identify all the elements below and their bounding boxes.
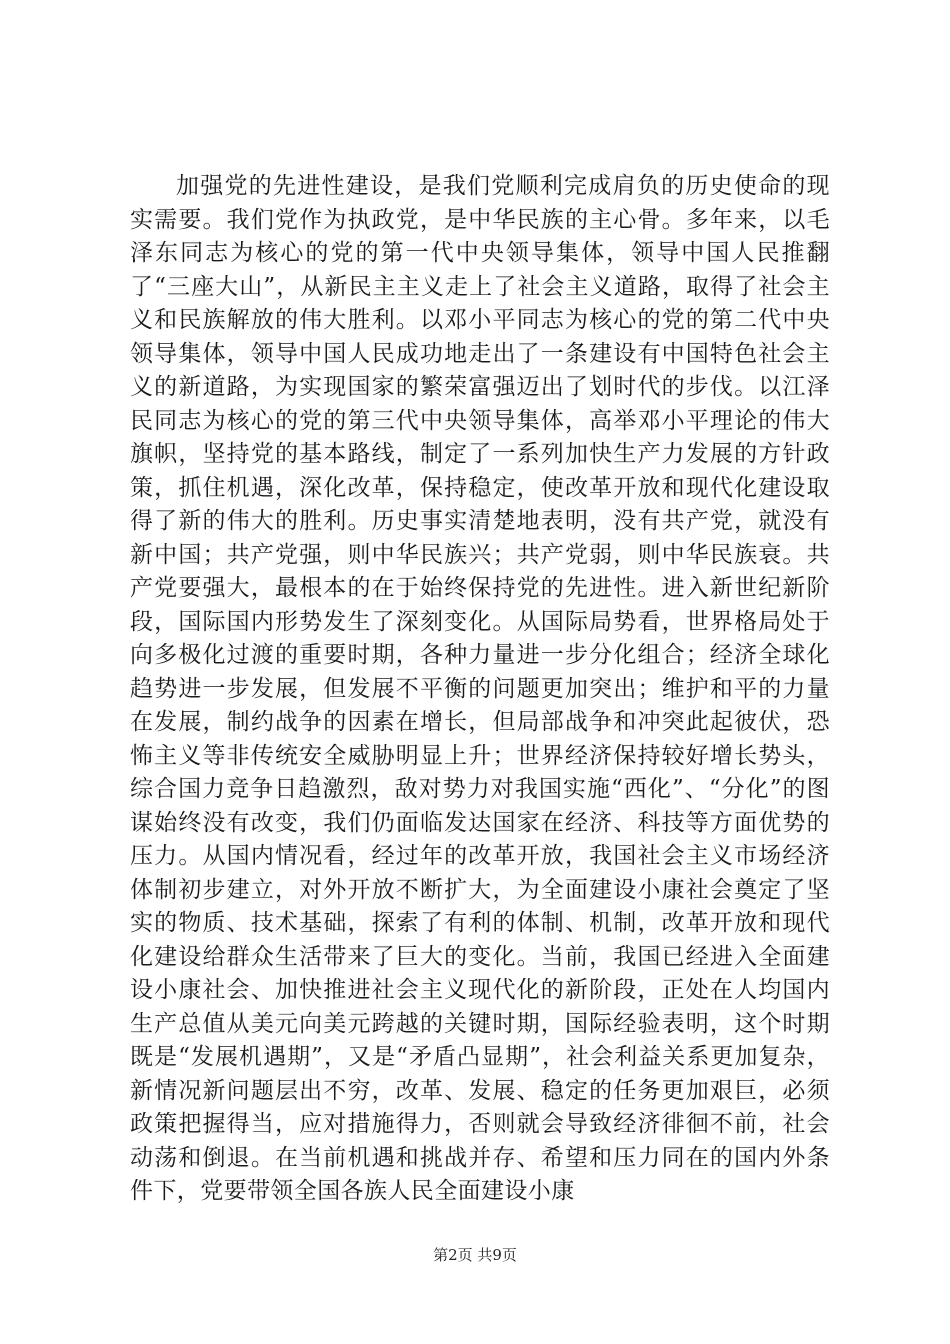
- body-paragraph: 加强党的先进性建设，是我们党顺利完成肩负的历史使命的现实需要。我们党作为执政党，是中华民族的主心骨。多年来，以毛泽东同志为核心的党的第一代中央领导集体，领导中国人民推翻了“三座大山”，从新民主主义走上了社会主义道路，取得了社会主义和民族解放的伟大胜利。以邓小平同志为核心的党的第二代中央领导集体，领导中国人民成功地走出了一条建设有中国特色社会主义的新道路，为实现国家的繁荣富强迈出了划时代的步伐。以江泽民同志为核心的党的第三代中央领导集体，高举邓小平理论的伟大旗帜，坚持党的基本路线，制定了一系列加快生产力发展的方针政策，抓住机遇，深化改革，保持稳定，使改革开放和现代化建设取得了新的伟大的胜利。历史事实清楚地表明，没有共产党，就没有新中国；共产党强，则中华民族兴；共产党弱，则中华民族衰。共产党要强大，最根本的在于始终保持党的先进性。进入新世纪新阶段，国际国内形势发生了深刻变化。从国际局势看，世界格局处于向多极化过渡的重要时期，各种力量进一步分化组合；经济全球化趋势进一步发展，但发展不平衡的问题更加突出；维护和平的力量在发展，制约战争的因素在增长，但局部战争和冲突此起彼伏，恐怖主义等非传统安全威胁明显上升；世界经济保持较好增长势头，综合国力竞争日趋激烈，敌对势力对我国实施“西化”、“分化”的图谋始终没有改变，我们仍面临发达国家在经济、科技等方面优势的压力。从国内情况看，经过年的改革开放，我国社会主义市场经济体制初步建立，对外开放不断扩大，为全面建设小康社会奠定了坚实的物质、技术基础，探索了有利的体制、机制，改革开放和现代化建设给群众生活带来了巨大的变化。当前，我国已经进入全面建设小康社会、加快推进社会主义现代化的新阶段，正处在人均国内生产总值从美元向美元跨越的关键时期，国际经验表明，这个时期既是“发展机遇期”，又是“矛盾凸显期”，社会利益关系更加复杂，新情况新问题层出不穷，改革、发展、稳定的任务更加艰巨，必须政策把握得当，应对措施得力，否则就会导致经济徘徊不前，社会动荡和倒退。在当前机遇和挑战并存、希望和压力同在的国内外条件下，党要带领全国各族人民全面建设小康: [130, 173, 830, 1204]
- page-number-footer: 第2页 共9页: [433, 1246, 517, 1264]
